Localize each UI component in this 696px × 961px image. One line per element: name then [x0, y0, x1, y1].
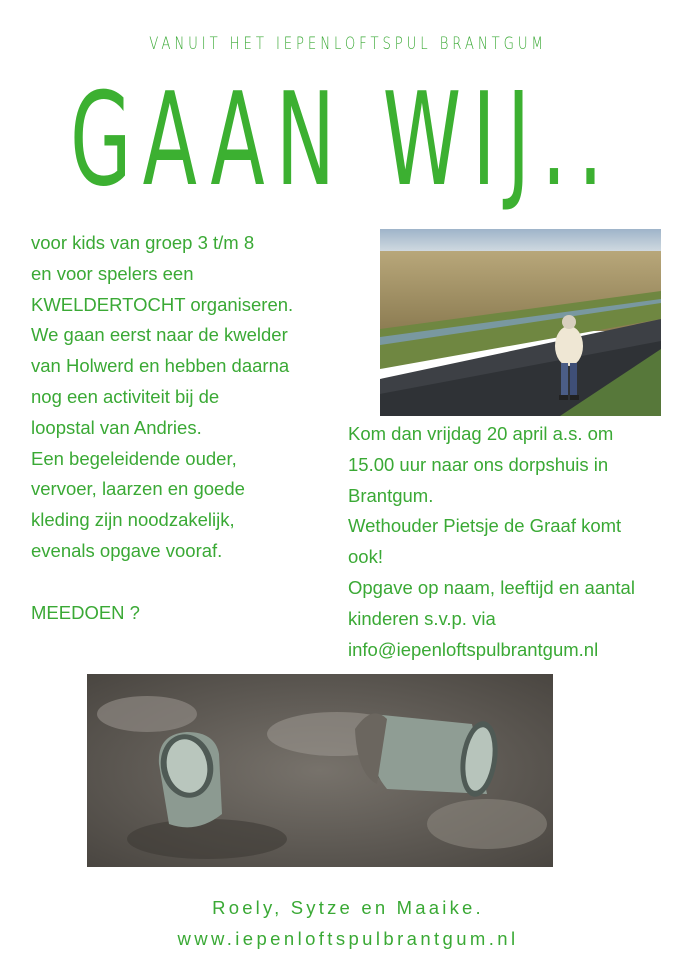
intro-line: KWELDERTOCHT organiseren.	[31, 293, 294, 315]
intro-line: loopstal van Andries.	[31, 416, 202, 438]
dike-walk-photo	[380, 229, 661, 416]
invitation-line: Kom dan vrijdag 20 april a.s. om	[348, 423, 614, 444]
intro-line: We gaan eerst naar de kwelder	[31, 324, 288, 346]
intro-line: Een begeleidende ouder,	[31, 447, 237, 469]
boots-in-mud-photo	[87, 674, 553, 867]
invitation-line: ook!	[348, 546, 383, 568]
intro-line: voor kids van groep 3 t/m 8	[31, 232, 255, 253]
contact-email: info@iepenloftspulbrantgum.nl	[348, 638, 599, 660]
intro-line: kleding zijn noodzakelijk,	[31, 509, 235, 531]
intro-line: nog een activiteit bij de	[31, 385, 220, 407]
intro-text	[31, 228, 361, 628]
invitation-text	[348, 419, 693, 665]
call-to-action: MEEDOEN ?	[31, 601, 140, 623]
invitation-line: Wethouder Pietsje de Graaf komt	[348, 515, 622, 537]
subtitle: VANUIT HET IEPENLOFTSPUL BRANTGUM	[149, 34, 547, 54]
invitation-line: kinderen s.v.p. via	[348, 607, 496, 629]
intro-line: van Holwerd en hebben daarna	[31, 355, 290, 377]
website-link[interactable]: www.iepenloftspulbrantgum.nl	[177, 928, 519, 949]
signature: Roely, Sytze en Maaike.	[212, 897, 484, 918]
intro-line: vervoer, laarzen en goede	[31, 478, 245, 500]
intro-line: evenals opgave vooraf.	[31, 539, 223, 561]
intro-line: en voor spelers een	[31, 262, 194, 284]
invitation-line: 15.00 uur naar ons dorpshuis in	[348, 453, 609, 475]
invitation-line: Brantgum.	[348, 484, 434, 506]
invitation-line: Opgave op naam, leeftijd en aantal	[348, 576, 635, 598]
headline: GAAN WIJ..	[70, 66, 615, 215]
